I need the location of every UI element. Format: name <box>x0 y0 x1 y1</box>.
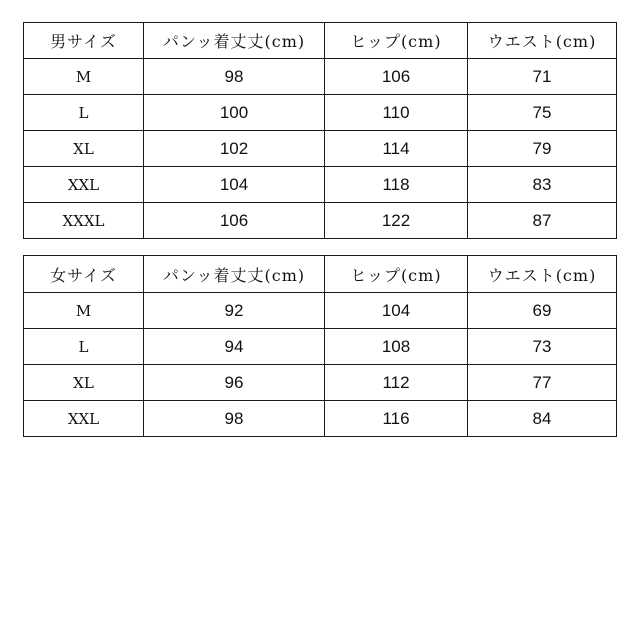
table-row <box>24 203 617 239</box>
pants-length-cell: 106 <box>144 203 325 239</box>
hip-cell: 106 <box>325 59 468 95</box>
pants-length-cell: 98 <box>144 59 325 95</box>
women-size-table <box>23 255 617 437</box>
size-cell: XXXL <box>24 203 144 239</box>
waist-cell: 87 <box>468 203 617 239</box>
table-row <box>24 365 617 401</box>
waist-cell: 69 <box>468 293 617 329</box>
hip-cell: 104 <box>325 293 468 329</box>
men-size-table <box>23 22 617 239</box>
pants-length-cell: 102 <box>144 131 325 167</box>
hip-cell: 108 <box>325 329 468 365</box>
waist-cell: 75 <box>468 95 617 131</box>
waist-cell: 73 <box>468 329 617 365</box>
header-pants-length: パンッ着丈丈(cm) <box>144 23 325 59</box>
hip-cell: 110 <box>325 95 468 131</box>
table-row <box>24 401 617 437</box>
table-row <box>24 59 617 95</box>
header-size: 女サイズ <box>24 256 144 293</box>
table-header-row <box>24 23 617 59</box>
size-cell: XXL <box>24 401 144 437</box>
size-cell: XXL <box>24 167 144 203</box>
waist-cell: 83 <box>468 167 617 203</box>
size-cell: M <box>24 293 144 329</box>
size-cell: XL <box>24 365 144 401</box>
table-row <box>24 167 617 203</box>
header-hip: ヒップ(cm) <box>325 256 468 293</box>
table-row <box>24 131 617 167</box>
hip-cell: 112 <box>325 365 468 401</box>
pants-length-cell: 98 <box>144 401 325 437</box>
size-cell: L <box>24 95 144 131</box>
table-header-row <box>24 256 617 293</box>
pants-length-cell: 96 <box>144 365 325 401</box>
table-row <box>24 329 617 365</box>
pants-length-cell: 92 <box>144 293 325 329</box>
size-cell: L <box>24 329 144 365</box>
size-cell: XL <box>24 131 144 167</box>
pants-length-cell: 104 <box>144 167 325 203</box>
header-pants-length: パンッ着丈丈(cm) <box>144 256 325 293</box>
header-waist: ウエスト(cm) <box>468 256 617 293</box>
hip-cell: 114 <box>325 131 468 167</box>
table-row <box>24 293 617 329</box>
pants-length-cell: 100 <box>144 95 325 131</box>
hip-cell: 116 <box>325 401 468 437</box>
waist-cell: 79 <box>468 131 617 167</box>
header-waist: ウエスト(cm) <box>468 23 617 59</box>
waist-cell: 77 <box>468 365 617 401</box>
pants-length-cell: 94 <box>144 329 325 365</box>
hip-cell: 118 <box>325 167 468 203</box>
header-hip: ヒップ(cm) <box>325 23 468 59</box>
waist-cell: 71 <box>468 59 617 95</box>
size-cell: M <box>24 59 144 95</box>
waist-cell: 84 <box>468 401 617 437</box>
header-size: 男サイズ <box>24 23 144 59</box>
table-row <box>24 95 617 131</box>
hip-cell: 122 <box>325 203 468 239</box>
